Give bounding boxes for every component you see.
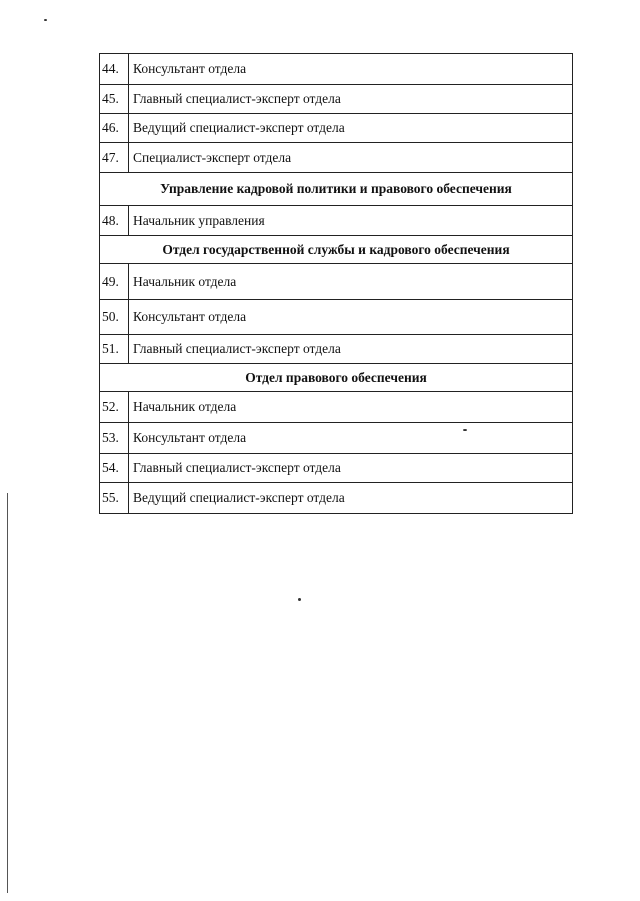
table-row bbox=[100, 54, 573, 85]
row-number: 54. bbox=[100, 454, 129, 482]
table-row bbox=[100, 454, 573, 483]
scan-margin-line bbox=[7, 493, 8, 893]
row-number: 47. bbox=[100, 143, 129, 172]
position-title: Консультант отдела bbox=[133, 61, 247, 76]
table-row bbox=[100, 85, 573, 114]
table-row bbox=[100, 206, 573, 236]
position-title: Начальник отдела bbox=[133, 399, 237, 414]
position-title: Консультант отдела bbox=[133, 309, 247, 324]
position-title: Начальник управления bbox=[133, 212, 265, 228]
position-title: Главный специалист-эксперт отдела bbox=[133, 341, 341, 356]
section-header-row: Отдел правового обеспечения bbox=[100, 364, 573, 392]
row-number: 50. bbox=[100, 300, 129, 334]
table-row bbox=[100, 392, 573, 423]
positions-table bbox=[99, 53, 573, 514]
row-number: 48. bbox=[100, 206, 129, 235]
table-row bbox=[100, 300, 573, 335]
section-header-row: Отдел государственной службы и кадрового обеспечения bbox=[100, 236, 573, 264]
row-number: 45. bbox=[100, 85, 129, 113]
row-number: 53. bbox=[100, 423, 129, 453]
row-number: 46. bbox=[100, 114, 129, 142]
position-title: Консультант отдела bbox=[133, 430, 247, 445]
table-row bbox=[100, 423, 573, 454]
position-title: Главный специалист-эксперт отдела bbox=[133, 91, 341, 106]
row-number: 44. bbox=[100, 54, 129, 84]
table-row bbox=[100, 114, 573, 143]
row-number: 51. bbox=[100, 335, 129, 363]
table-row bbox=[100, 264, 573, 300]
section-header-row: Управление кадровой политики и правового обеспечения bbox=[100, 173, 573, 206]
position-title: Начальник отдела bbox=[133, 273, 237, 289]
position-title: Специалист-эксперт отдела bbox=[133, 149, 292, 165]
position-title: Ведущий специалист-эксперт отдела bbox=[133, 490, 345, 505]
row-number: 55. bbox=[100, 483, 129, 513]
position-title: Ведущий специалист-эксперт отдела bbox=[133, 120, 345, 135]
scan-speck bbox=[44, 19, 47, 21]
table-row bbox=[100, 483, 573, 514]
position-title: Главный специалист-эксперт отдела bbox=[133, 460, 341, 475]
row-number: 49. bbox=[100, 264, 129, 299]
row-number: 52. bbox=[100, 392, 129, 422]
scan-speck bbox=[298, 598, 301, 601]
table-row bbox=[100, 335, 573, 364]
table-row bbox=[100, 143, 573, 173]
